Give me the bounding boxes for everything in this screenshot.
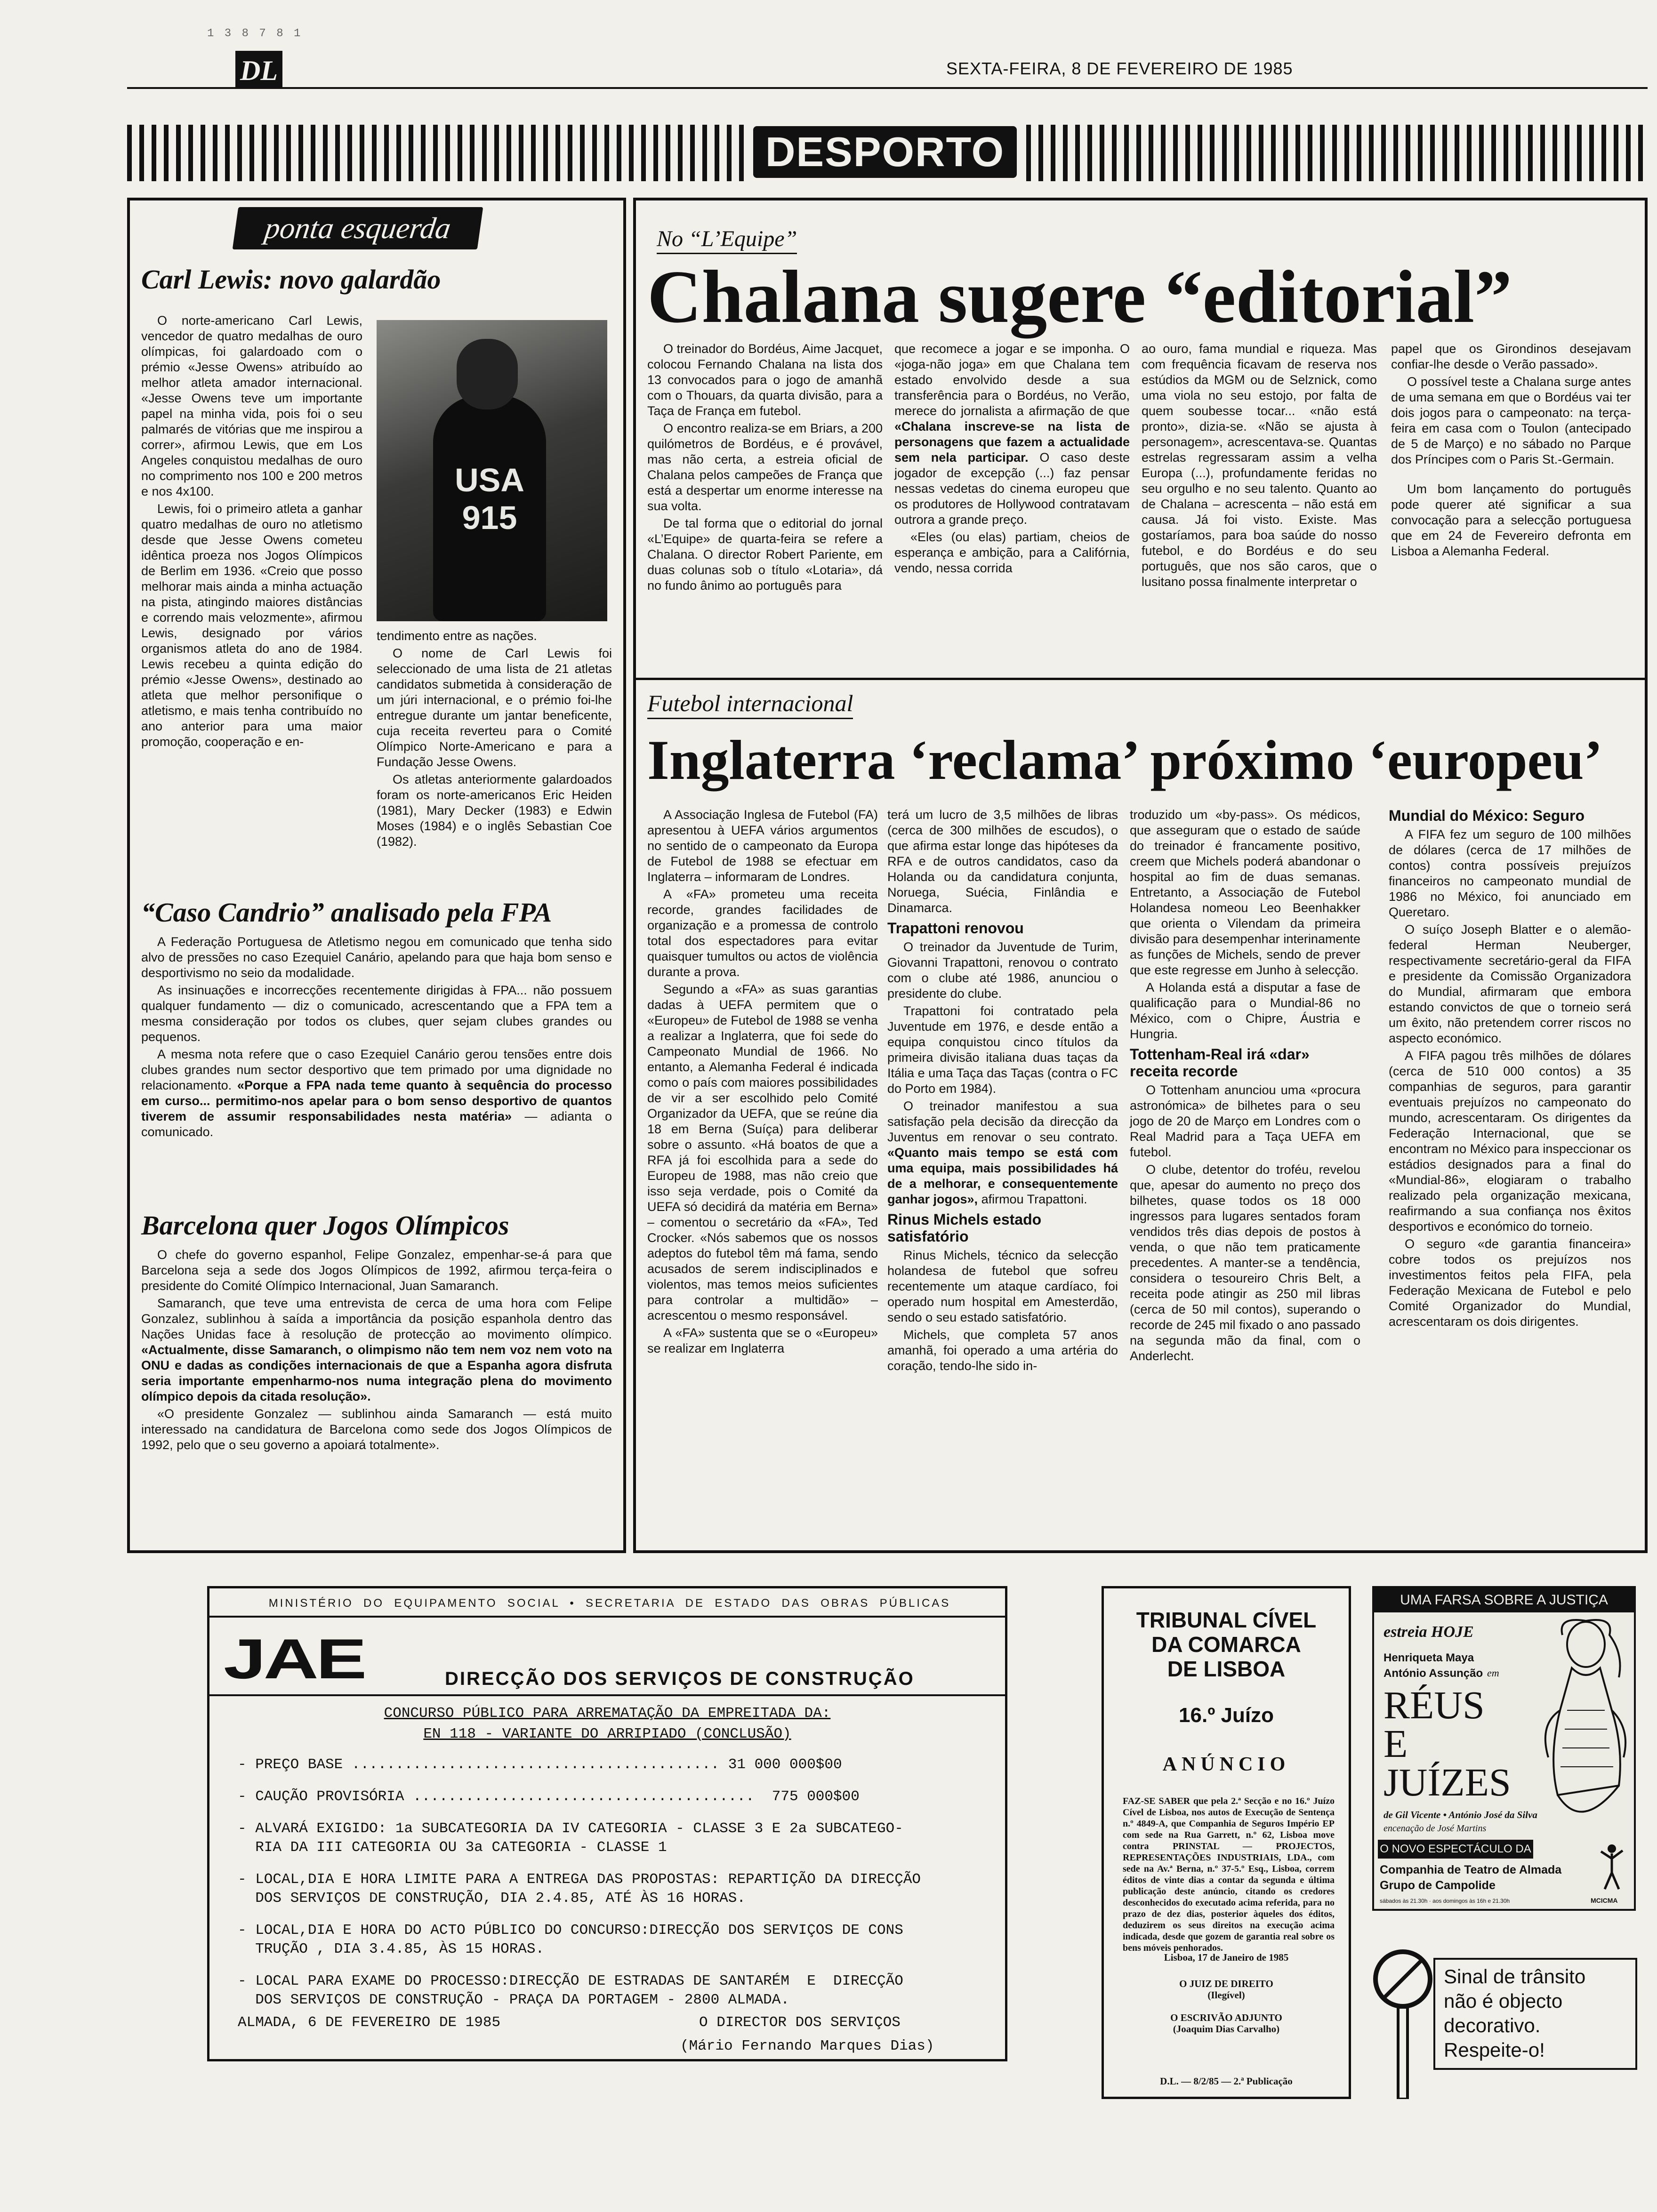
- jae-ministry: MINISTÉRIO DO EQUIPAMENTO SOCIAL • SECRETARIA DE ESTADO DAS OBRAS PÚBLICAS: [268, 1597, 951, 1610]
- section-stripes-left: [127, 125, 744, 181]
- theatre-cast-em: em: [1487, 1667, 1499, 1679]
- lewis-photo: [377, 320, 607, 621]
- chalana-c3: ao ouro, fama mundial e riqueza. Mas com frequência ficavam de reserva nos estúdios da MGM ou de Selznick, como uma viola no seu estojo, por falta de quem soubesse tocar... «não está pronto», dizia-se. «Não se ajusta à personagem», acrescentava-se. Quantas estrelas regressaram assim a velha Europa (...), profundamente feridas no seu orgulho e no seu talento. Quanto ao de Chalana – acrescenta – não está em causa. Já foi visto. Existe. Mas gostaríamos, para boa saúde do nosso futebol, e do Bordéus e do seu português, que nos são caros, que o lusitano possa finalmente interpretar o: [1142, 342, 1377, 589]
- canario-headline: “Caso Candrio” analisado pela FPA: [141, 897, 552, 928]
- jae-date: ALMADA, 6 DE FEVEREIRO DE 1985: [238, 2014, 501, 2031]
- ponta-esquerda-label: ponta esquerda: [263, 211, 453, 245]
- tribunal-title-2: DA COMARCA: [1151, 1632, 1301, 1657]
- inglaterra-c2a: terá um lucro de 3,5 milhões de libras (cerca de 300 milhões de escudos), o que afirma estar longe das hipóteses da RFA e de outros candidatos, caso da Holanda ou da candidatura conjunta, Noruega, Suécia, Finlândia e Dinamarca.: [887, 808, 1118, 915]
- chalana-c4b: O possível teste a Chalana surge antes de uma semana em que o Bordéus vai ter dois jogos para o campeonato: na terça-feira em casa com o Toulon (antecipado de 5 de Março) e no sábado no Parque dos Príncipes com o Paris St.-Germain.: [1391, 375, 1631, 466]
- theatre-fine-print: sábados às 21.30h · aos domingos às 16h e 21.30h: [1380, 1898, 1510, 1904]
- inglaterra-c2g: Rinus Michels, técnico da selecção holandesa de futebol que sofreu recentemente um ataque cardíaco, foi operado num hospital em Amesterdão, sendo o seu estado satisfatório.: [887, 1248, 1118, 1324]
- traffic-sign-box: [1433, 1958, 1637, 2070]
- inglaterra-c2b: O treinador da Juventude de Turim, Giovanni Trapattoni, renovou o contrato com o clube até 1986, anunciou o presidente do clube.: [887, 940, 1118, 1001]
- theatre-banner-text: UMA FARSA SOBRE A JUSTIÇA: [1400, 1592, 1608, 1608]
- theatre-sponsor: MCICMA: [1591, 1897, 1618, 1904]
- chalana-headline: Chalana sugere “editorial”: [647, 255, 1512, 338]
- chalana-c4c: Um bom lançamento do português pode querer até significar a sua convocação para a selecção portuguesa que em 24 de Fevereiro defronta em Lisboa a Alemanha Federal.: [1391, 482, 1631, 558]
- inglaterra-c1d: A «FA» sustenta que se o «Europeu» se realizar em Inglaterra: [647, 1326, 878, 1355]
- inglaterra-c2d-text: O treinador manifestou a sua satisfação pela decisão da direcção da Juventus em renovar o seu contrato.: [887, 1099, 1118, 1144]
- inglaterra-c2d: [887, 1098, 1118, 1207]
- inglaterra-c3b: A Holanda está a disputar a fase de qualificação para o Mundial-86 no México, com o Chipre, Áustria e Hungria.: [1130, 980, 1360, 1041]
- barcelona-headline: Barcelona quer Jogos Olímpicos: [141, 1210, 509, 1241]
- masthead-logo: [235, 51, 282, 88]
- tribunal-footer: D.L. — 8/2/85 — 2.ª Publicação: [1160, 2076, 1293, 2087]
- chalana-c2-text: que recomece a jogar e se imponha. O «joga-não joga» em que Chalana tem estado envolvido desde a sua transferência para o Bordéus, no Verão, merece do jornalista a afirmação de que: [894, 342, 1130, 418]
- jae-exame-1: - LOCAL PARA EXAME DO PROCESSO:DIRECÇÃO DE ESTRADAS DE SANTARÉM E DIRECÇÃO: [238, 1973, 903, 1989]
- chalana-c2d: «Eles (ou elas) partiam, cheios de esperança e ambição, para a Califórnia, vendo, nessa corrida: [894, 530, 1130, 575]
- jae-logo: JAE: [224, 1627, 364, 1691]
- theatre-director: encenação de José Martins: [1384, 1823, 1487, 1834]
- inglaterra-c4b: O suíço Joseph Blatter e o alemão-federal Herman Neuberger, respectivamente secretário-geral da FIFA e presidente da Comissão Organizadora do Mundial, afirmaram que embora estando convictos de que o torneio será um êxito, não pretendem correr riscos no aspecto económico.: [1389, 922, 1631, 1045]
- chalana-col1: [647, 341, 883, 595]
- theatre-title-1: RÉUS: [1384, 1683, 1485, 1727]
- lewis-p5: Os atletas anteriormente galardoados foram os norte-americanos Eric Heiden (1981), Mary Decker (1983) e Edwin Moses (1984) e o inglês Sebastian Coe (1982).: [377, 772, 612, 849]
- ponta-esquerda-banner: [233, 207, 483, 249]
- bib-text: USA 915: [455, 462, 524, 536]
- chalana-col2: [894, 341, 1130, 578]
- canario-p3: [141, 1047, 612, 1140]
- chalana-c1c: De tal forma que o editorial do jornal «L’Equipe» de quarta-feira se refere a Chalana. O director Robert Pariente, em duas colunas sob o título «Lotaria», dá no fundo ânimo ao português para: [647, 516, 883, 593]
- jae-signer-name: (Mário Fernando Marques Dias): [680, 2038, 934, 2054]
- chalana-kicker: No “L’Equipe”: [657, 226, 797, 254]
- traffic-text-4: Respeite-o!: [1444, 2039, 1545, 2061]
- traffic-text-1: Sinal de trânsito: [1444, 1965, 1586, 1988]
- chalana-c2: [894, 341, 1130, 528]
- tribunal-title-3: DE LISBOA: [1167, 1657, 1286, 1681]
- barcelona-p3: «O presidente Gonzalez — sublinhou ainda Samaranch — está muito interessado na candidatura de Barcelona como sede dos Jogos Olímpicos de 1992, pelo que o seu governo a apoiará totalmente».: [141, 1407, 612, 1452]
- canario-body: [141, 934, 612, 1142]
- lewis-headline: Carl Lewis: novo galardão: [141, 264, 441, 295]
- inglaterra-c4a: A FIFA fez um seguro de 100 milhões de dólares (cerca de 17 milhões de contos) contra possíveis prejuízos financeiros no campeonato mundial de 1986 no México, foi anunciado em Queretaro.: [1389, 827, 1631, 919]
- tribunal-clerk-name: (Joaquim Dias Carvalho): [1173, 2023, 1280, 2035]
- tribunal-ad: [1102, 1586, 1351, 2099]
- lewis-p4: O nome de Carl Lewis foi seleccionado de uma lista de 21 atletas candidatos submetida à consideração de um júri internacional, e o prémio foi-lhe entregue durante um jantar beneficente, cuja receita reverteu para o Comité Olímpico Norte-Americano e para a Fundação Jesse Owens.: [377, 646, 612, 769]
- jae-caucao: - CAUÇÃO PROVISÓRIA ....................................... 775 000$00: [238, 1788, 860, 1805]
- lewis-p1: O norte-americano Carl Lewis, vencedor de quatro medalhas de ouro olímpicas, foi galardoado com o prémio «Jesse Owens» atribuído ao melhor atleta amador internacional. «Jesse Owens teve um importante papel na minha vida, pois foi o seu palmarés de vitórias que me inspirou a correr», afirmou Lewis, que em Los Angeles conquistou medalhas de ouro no comprimento nos 100 e 200 metros e nos 4x100.: [141, 313, 362, 498]
- inglaterra-col1: [647, 807, 878, 1358]
- chalana-c1b: O encontro realiza-se em Briars, a 200 quilómetros de Bordéus, e é provável, mas não certa, a estreia oficial de Chalana pelos campeões de França que está a despertar um enorme interesse na sua volta.: [647, 421, 883, 513]
- canario-p3b: «Porque a FPA nada teme quanto à sequência do processo em curso... permitimo-nos apelar para o bom senso desportivo de quantos tiverem de assumir responsabilidades nesta matéria»: [141, 1078, 612, 1123]
- tribunal-date: Lisboa, 17 de Janeiro de 1985: [1164, 1952, 1289, 1963]
- chalana-c2b: «Chalana inscreve-se na lista de personagens que fazem a actualidade sem nela participar.: [894, 419, 1130, 465]
- tribunal-judge: O JUIZ DE DIREITO: [1179, 1978, 1273, 1989]
- tribunal-judge-name: (Ilegível): [1207, 1989, 1245, 2001]
- lewis-p3: tendimento entre as nações.: [377, 629, 537, 643]
- theatre-banner: [1374, 1588, 1634, 1612]
- inglaterra-c3c: O Tottenham anunciou uma «procura astronómica» de bilhetes para o seu jogo de 20 de Março em Londres com o Real Madrid para a Taça UEFA em futebol.: [1130, 1083, 1360, 1159]
- tottenham-subhead: Tottenham-Real irá «dar» receita recorde: [1130, 1046, 1310, 1080]
- chalana-c1: O treinador do Bordéus, Aime Jacquet, colocou Fernando Chalana na lista dos 13 convocados para o jogo de amanhã com o Thouars, da quarta divisão, para a Taça de França em futebol.: [647, 342, 883, 418]
- theatre-dancer-icon: [1595, 1842, 1628, 1894]
- jae-direccao: DIRECÇÃO DOS SERVIÇOS DE CONSTRUÇÃO: [445, 1668, 915, 1689]
- jae-concurso1: CONCURSO PÚBLICO PARA ARREMATAÇÃO DA EMPREITADA DA:: [384, 1705, 831, 1722]
- jae-conditions: [238, 1755, 1000, 2010]
- jae-logo-rule: [209, 1694, 1005, 1696]
- chalana-c2c: O caso deste jogador de excepção (...) faz pensar nessas vedetas do cinema europeu que os produtores de Hollywood contratavam outrora a grande preço.: [894, 450, 1130, 527]
- inglaterra-c2c: Trapattoni foi contratado pela Juventude em 1976, e desde então a equipa conquistou cinco títulos da primeira divisão italiana duas taças da Itália e uma Taça das Taças (contra o FC do Porto em 1984).: [887, 1004, 1118, 1096]
- inglaterra-headline: Inglaterra ‘reclama’ próximo ‘europeu’: [647, 729, 1603, 791]
- jae-entrega-1: - LOCAL,DIA E HORA LIMITE PARA A ENTREGA DAS PROPOSTAS: REPARTIÇÃO DA DIRECÇÃO: [238, 1871, 921, 1888]
- canario-p3a: A mesma nota refere que o caso Ezequiel Canário gerou tensões entre dois clubes grandes num sector desportivo que tem primado por uma dignidade no relacionamento.: [141, 1047, 612, 1092]
- inglaterra-col2: [887, 807, 1118, 1376]
- inglaterra-c3d: O clube, detentor do troféu, revelou que, apesar do aumento no preço dos bilhetes, quase todos os 18 000 ingressos para lugares sentados foram vendidos três dias depois de postos à venda, o que não tem praticamente precedentes. A manter-se a tendência, considera o tesoureiro Chris Belt, a receita pode atingir as 250 mil libras (cerca de 50 mil contos), superando o recorde de 245 mil fixado o ano passado na segunda mão da final, com o Anderlecht.: [1130, 1162, 1360, 1363]
- inglaterra-c4c: A FIFA pagou três milhões de dólares (cerca de 510 000 contos) a 35 companhias de seguros, para garantir eventuais prejuízos no campeonato do mundo, acrescentaram. Os dirigentes da Federação Internacional, que se encontram no México para inspeccionar os estádios designados para a final do «Mundial-86», elogiaram o trabalho realizado pela organização mexicana, reafirmando a sua confiança nos êxitos desportivos e económico do torneio.: [1389, 1049, 1631, 1234]
- canario-p1: A Federação Portuguesa de Atletismo negou em comunicado que tenha sido alvo de pressões no caso Ezequiel Canário, apelando para que haja bom senso e desportivismo no seio da modalidade.: [141, 935, 612, 980]
- lewis-p2: Lewis, foi o primeiro atleta a ganhar quatro medalhas de ouro no atletismo desde que Jesse Owens cometeu idêntica proeza nos Jogos Olímpicos de Berlim em 1936. «Creio que posso melhorar mais ainda a minha actuação na pista, atingindo maiores distâncias e correndo mais velozmente», afirmou Lewis, designado por vários organismos atleta do ano de 1984. Lewis recebeu a quinta edição do prémio «Jesse Owens», destinado ao atleta que melhor personifique o atletismo, e mais tenha contribuído no ano anterior para uma maior promoção, cooperação e en-: [141, 502, 362, 749]
- tribunal-anuncio: ANÚNCIO: [1162, 1754, 1290, 1775]
- theatre-author: de Gil Vicente • António José da Silva: [1384, 1809, 1537, 1820]
- scan-marks: 1 3 8 7 8 1: [207, 27, 303, 40]
- no-entry-sign-icon: [1372, 1944, 1433, 2099]
- dl-logo-icon: [235, 51, 282, 88]
- chalana-c4: papel que os Girondinos desejavam confiar-lhe desde o Verão passado».: [1391, 342, 1631, 371]
- inglaterra-c2e: «Quanto mais tempo se está com uma equipa, mais possibilidades há de a melhorar, e consequentemente ganhar jogos»,: [887, 1146, 1118, 1206]
- barcelona-body: [141, 1247, 612, 1455]
- runner-head: [457, 339, 518, 409]
- inglaterra-c4d: O seguro «de garantia financeira» cobre todos os prejuízos nos investimentos feitos pela FIFA, pela Federação Mexicana de Futebol e pelo Comité Organizador do Mundial, acrescentaram os dois dirigentes.: [1389, 1237, 1631, 1329]
- inner-divider: [633, 678, 1648, 680]
- jae-acto-2: TRUÇÃO , DIA 3.4.85, ÀS 15 HORAS.: [238, 1941, 545, 1957]
- jae-alvara-2: RIA DA III CATEGORIA OU 3a CATEGORIA - CLASSE 1: [238, 1839, 667, 1856]
- canario-p2: As insinuações e incorrecções recentemente dirigidas à FPA... não possuem qualquer fundamento — diz o comunicado, acrescentando que a FPA tem a mesma consideração por todos os clubes, quer sejam clubes grandes ou pequenos.: [141, 983, 612, 1044]
- jae-exame-2: DOS SERVIÇOS DE CONSTRUÇÃO - PRAÇA DA PORTAGEM - 2800 ALMADA.: [238, 1992, 789, 2008]
- theatre-cast-2: António Assunção: [1384, 1667, 1483, 1680]
- trapattoni-subhead: Trapattoni renovou: [887, 920, 1024, 937]
- inglaterra-c1a: A Associação Inglesa de Futebol (FA) apresentou à UEFA vários argumentos no sentido de o campeonato da Europa de Futebol de 1988 se efectuar em Inglaterra – informaram de Londres.: [647, 808, 878, 884]
- mundial-subhead: Mundial do México: Seguro: [1389, 807, 1585, 824]
- inglaterra-c2f: afirmou Trapattoni.: [981, 1192, 1087, 1206]
- theatre-venue-banner-text: O NOVO ESPECTÁCULO DA: [1380, 1843, 1531, 1855]
- michels-subhead: Rinus Michels estado satisfatório: [887, 1211, 1042, 1245]
- barcelona-p2: [141, 1296, 612, 1404]
- theatre-figure-icon: [1529, 1616, 1633, 1837]
- lewis-col1: [141, 313, 362, 752]
- tribunal-juizo: 16.º Juízo: [1179, 1704, 1274, 1727]
- theatre-company-1: Companhia de Teatro de Almada: [1380, 1863, 1562, 1876]
- tribunal-clerk: O ESCRIVÃO ADJUNTO: [1170, 2012, 1282, 2023]
- traffic-text-2: não é objecto: [1444, 1990, 1563, 2012]
- theatre-title-2: E: [1384, 1722, 1408, 1766]
- jae-preco-base: - PREÇO BASE .......................................... 31 000 000$00: [238, 1756, 842, 1773]
- masthead-date: SEXTA-FEIRA, 8 DE FEVEREIRO DE 1985: [946, 59, 1293, 78]
- jae-acto-1: - LOCAL,DIA E HORA DO ACTO PÚBLICO DO CONCURSO:DIRECÇÃO DOS SERVIÇOS DE CONS: [238, 1922, 903, 1939]
- jae-entrega-2: DOS SERVIÇOS DE CONSTRUÇÃO, DIA 2.4.85, ATÉ ÀS 16 HORAS.: [238, 1890, 746, 1907]
- masthead-rule: [127, 87, 1648, 89]
- section-title: DESPORTO: [765, 128, 1005, 175]
- theatre-cast-1: Henriqueta Maya: [1384, 1651, 1474, 1664]
- traffic-text-3: decorativo.: [1444, 2014, 1541, 2036]
- theatre-venue-banner: [1378, 1840, 1533, 1859]
- logo-letters: DL: [240, 55, 278, 86]
- jae-signer-title: O DIRECTOR DOS SERVIÇOS: [699, 2014, 901, 2031]
- theatre-estreia: estreia HOJE: [1384, 1623, 1474, 1641]
- inglaterra-c1c: Segundo a «FA» as suas garantias dadas à UEFA permitem que o «Europeu» de Futebol de 1988 se venha a realizar a Inglaterra, que foi sede do Campeonato Mundial de 1966. No entanto, a Alemanha Federal é indicada como o país com maiores possibilidades de vir a ser escolhido pelo Comité Organizador da UEFA, que se reúne dia 18 em Berna (Suíça) para deliberar sobre o assunto. «Há boatos de que a RFA já foi escolhida para a sede do Europeu de 1988, mas não creio que isso seja verdade, pois o Comité da UEFA só decidirá da matéria em Berna» – comentou o secretário da «FA», Ted Crocker. «Nós sabemos que os nossos adeptos do futebol têm má fama, sendo acusados de serem indisciplinados e violentos, mas temos meios suficientes para controlar a multidão» – acrescentou o mesmo responsável.: [647, 982, 878, 1322]
- chalana-col4: [1391, 341, 1631, 561]
- section-title-box: [753, 126, 1017, 178]
- inglaterra-col4: [1389, 807, 1631, 1331]
- inglaterra-c1b: A «FA» prometeu uma receita recorde, grandes facilidades de organização e a promessa de controlo total dos espectadores para evitar quaisquer tumultos ou actos de violência durante a prova.: [647, 887, 878, 979]
- inglaterra-col3: [1130, 807, 1360, 1366]
- jae-concurso2: EN 118 - VARIANTE DO ARRIPIADO (CONCLUSÃO): [423, 1726, 791, 1742]
- theatre-ad: [1372, 1586, 1636, 1911]
- lewis-col2: [377, 628, 612, 851]
- barcelona-p2b: «Actualmente, disse Samaranch, o olimpismo não tem nem voz nem voto na ONU e dadas as condições internacionais de que a Espanha agora disfruta seria importante empenharmo-nos numa integração plena do movimento olímpico depois da citada resolução».: [141, 1343, 612, 1403]
- barcelona-p1: O chefe do governo espanhol, Felipe Gonzalez, empenhar-se-á para que Barcelona seja a sede dos Jogos Olímpicos de 1992, afirmou terça-feira o presidente do Comité Olímpico Internacional, Juan Samaranch.: [141, 1248, 612, 1293]
- section-stripes-right: [1026, 125, 1648, 181]
- tribunal-title-1: TRIBUNAL CÍVEL: [1136, 1608, 1317, 1632]
- jae-alvara-1: - ALVARÁ EXIGIDO: 1a SUBCATEGORIA DA IV CATEGORIA - CLASSE 3 E 2a SUBCATEGO-: [238, 1820, 903, 1837]
- tribunal-body: FAZ-SE SABER que pela 2.ª Secção e no 16.º Juízo Cível de Lisboa, nos autos de Execução de Sentença n.º 4849-A, que Companhia de Seguros Império EP com sede na Rua Garrett, n.º 62, Lisboa move contra PRINSTAL — PROJECTOS, REPRESENTAÇÕES INDUSTRIAIS, LDA., com sede na Av.ª Berna, n.º 37-5.º Esq., Lisboa, correm éditos de vinte dias a contar da segunda e última publicação deste anúncio, citando os credores desconhecidos do executado acima referida, para no prazo de dez dias, posterior àqueles dos éditos, deduzirem os seus direitos na execução acima indicada, desde que gozem de garantia real sobre os bens móveis penhorados.: [1123, 1796, 1335, 1953]
- jae-ministry-rule: [209, 1616, 1005, 1618]
- theatre-company-2: Grupo de Campolide: [1380, 1879, 1496, 1892]
- theatre-title-3: JUÍZES: [1384, 1761, 1511, 1804]
- chalana-col3: [1142, 341, 1377, 592]
- inglaterra-c2h: Michels, que completa 57 anos amanhã, foi operado a uma artéria do coração, tendo-lhe sido in-: [887, 1328, 1118, 1373]
- traffic-sign-ad: [1372, 1944, 1636, 2104]
- inglaterra-c3a: troduzido um «by-pass». Os médicos, que asseguram que o estado de saúde do treinador é francamente positivo, creem que Michels poderá abandonar o hospital ao fim de duas semanas. Entretanto, a Associação de Futebol Holandesa nomeou Leo Beenhakker que orienta o Vilendam da primeira divisão para desempenhar interinamente as funções de Michels, sendo de prever que este regresse em Junho à selecção.: [1130, 808, 1360, 977]
- jae-ad: [207, 1586, 1007, 2061]
- inglaterra-kicker: Futebol internacional: [647, 689, 853, 719]
- barcelona-p2a: Samaranch, que teve uma entrevista de cerca de uma hora com Felipe Gonzalez, sublinhou à saída a importância da posição espanhola dentro das Nações Unidas face à resolução de protecção ao movimento olímpico.: [141, 1296, 612, 1341]
- canario-p3c: — adianta o comunicado.: [141, 1109, 612, 1139]
